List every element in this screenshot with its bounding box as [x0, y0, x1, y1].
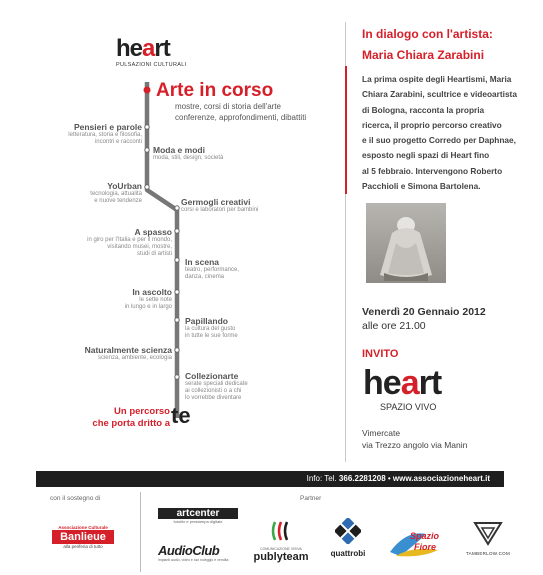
artcenter-logo: artcenter fotolito e prestampa digitale — [158, 508, 238, 524]
stop-papillando: Papillando la cultura del gusto in tutte le sue forme — [185, 316, 238, 339]
event-time: alle ore 21.00 — [362, 320, 426, 332]
heart-spazio-vivo-logo: heart — [363, 364, 442, 402]
publyteam-logo: COMUNICAZIONE VISIVA publyteam — [250, 520, 312, 563]
ending-line-2: che porta dritto a — [92, 418, 170, 429]
stop-naturalmente-scienza: Naturalmente scienza scienza, ambiente, ecologia — [84, 345, 172, 361]
venue-address: via Trezzo angolo via Manin — [362, 440, 468, 450]
info-prefix: Info: Tel. — [306, 474, 337, 483]
accent-bar — [345, 66, 347, 194]
info-bar — [36, 471, 504, 487]
heart-logo: heart — [116, 35, 170, 62]
info-phone: 366.2281208 — [338, 474, 386, 483]
event-date: Venerdì 20 Gennaio 2012 — [362, 306, 486, 318]
stop-a-spasso: A spasso in giro per l'Italia e per il mondo, visitando musei, mostre, studi di artisti — [87, 227, 172, 257]
route-start-dot — [144, 87, 151, 94]
footer-divider — [140, 492, 141, 572]
support-label: con il sostegno di — [50, 495, 101, 502]
stop-yourban: YoUrban tecnologia, attualità e nuove tendenze — [90, 181, 142, 204]
stop-moda: Moda e modi moda, stili, design, società — [153, 145, 224, 161]
ending-te: te — [171, 403, 191, 428]
stop-in-ascolto: In ascolto le sette note in lungo e in largo — [124, 287, 172, 310]
artwork-photo — [366, 203, 446, 283]
info-website: www.associazioneheart.it — [392, 474, 490, 483]
main-subtitle-1: mostre, corsi di storia dell'arte — [175, 102, 282, 111]
main-subtitle-2: conferenze, approfondimenti, dibattiti — [175, 113, 307, 122]
event-heading-1: In dialogo con l'artista: — [362, 27, 493, 41]
quattrobi-mark-icon — [335, 518, 361, 544]
stop-collezionarte: Collezionarte serate speciali dedicate ai collezionisti o a chi lo vorrebbe diventare — [185, 371, 248, 401]
tamberlow-mark-icon — [473, 520, 503, 546]
stop-germogli: Germogli creativi corsi e laboratori per bambini — [181, 197, 259, 213]
info-bullet: • — [387, 474, 391, 483]
invite-label: INVITO — [362, 348, 399, 360]
main-title: Arte in corso — [156, 80, 274, 101]
publyteam-mark-icon — [269, 520, 293, 542]
stop-in-scena: In scena teatro, performance, danza, cinema — [185, 257, 240, 280]
event-heading-2: Maria Chiara Zarabini — [362, 48, 485, 62]
stop-pensieri: Pensieri e parole letteratura, storia e filosofia, incontri e racconti — [68, 122, 142, 145]
ending-line-1: Un percorso — [114, 406, 170, 417]
partner-label: Partner — [300, 495, 322, 502]
quattrobi-logo: quattrobi — [323, 518, 373, 558]
venue-city: Vimercate — [362, 428, 401, 438]
tamberlow-logo: TAMBERLOW.COM — [458, 520, 518, 556]
spazio-fiore-logo: Spazio Fiore — [386, 528, 444, 558]
logo-tagline: PULSAZIONI CULTURALI — [116, 62, 187, 68]
event-description: La prima ospite degli Heartismi, Maria Chiara Zarabini, scultrice e videoartista di Bologna, racconta la propria ricerca, il proprio percorso creativo e il suo progetto Corredo per Daphnae, esposto negli spazi di Heart fino al 5 febbraio. Intervengono Roberto Pacchioli e Simona Bartolena. — [362, 74, 517, 192]
audioclub-logo: AudioClub impianti audio, video e luci noleggio e vendita — [158, 543, 229, 562]
spazio-vivo-tagline: SPAZIO VIVO — [380, 402, 437, 412]
banlieue-logo: Associazione Culturale Banlieue alla periferia di tutto — [52, 525, 114, 549]
